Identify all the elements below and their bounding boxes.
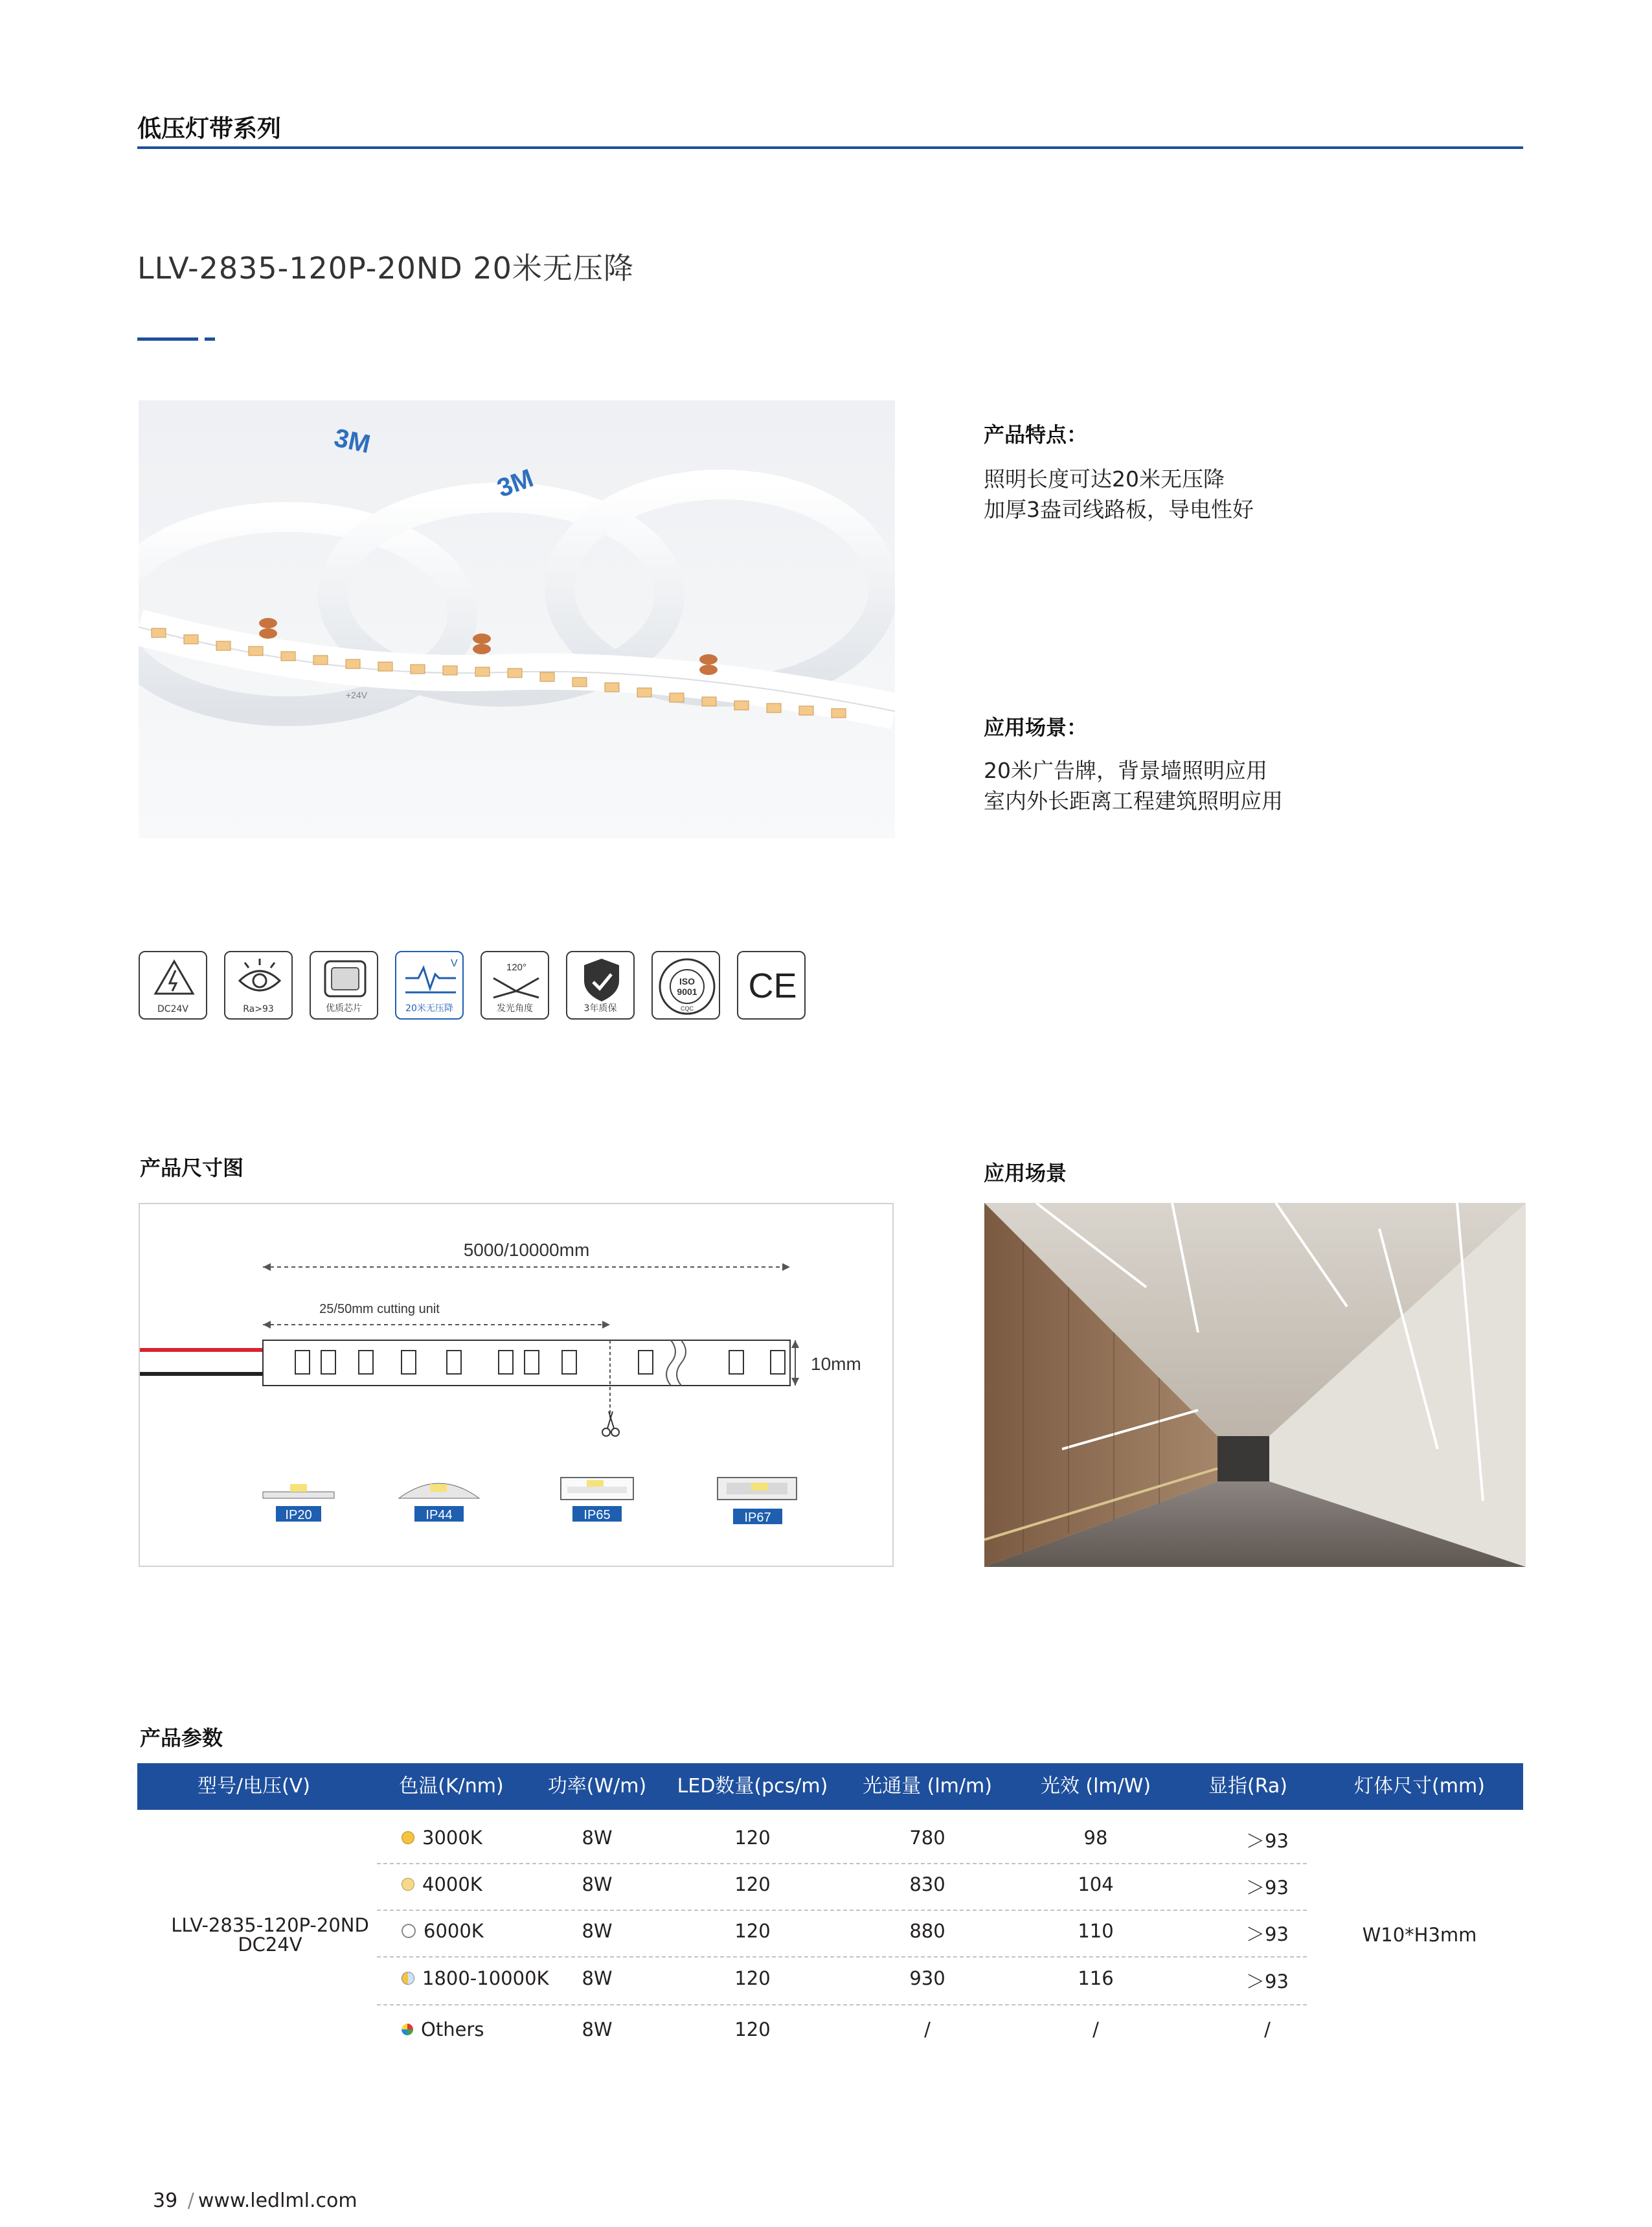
beam-angle-icon: 120° 发光角度	[481, 951, 549, 1020]
power-cell: 8W	[582, 1967, 613, 1989]
footer-website[interactable]: www.ledlml.com	[198, 2189, 357, 2212]
cct-cell: 6000K	[402, 1920, 570, 1942]
power-cell: 8W	[582, 1873, 613, 1895]
voltage-cell: DC24V	[238, 1934, 302, 1956]
cri-cell: /	[1264, 2018, 1271, 2040]
header-rule	[137, 146, 1523, 149]
dimension-title: 产品尺寸图	[140, 1156, 244, 1180]
cri-cell: ＞93	[1246, 1923, 1289, 1945]
efficacy-cell: 104	[1078, 1873, 1114, 1895]
cri-cell: ＞93	[1246, 1830, 1289, 1852]
svg-text:9001: 9001	[677, 987, 697, 997]
ip65-badge: IP65	[583, 1508, 611, 1522]
cutting-unit-label: 25/50mm cutting unit	[319, 1302, 440, 1316]
svg-text:CQC: CQC	[681, 1005, 694, 1012]
warm-dot-icon	[402, 1831, 414, 1844]
tape-logo: 3M	[332, 423, 373, 459]
feature-line: 加厚3盎司线路板，导电性好	[984, 497, 1254, 522]
led-cell: 120	[734, 2018, 771, 2040]
cool-dot-icon	[402, 1924, 416, 1938]
size-cell: W10*H3mm	[1362, 1924, 1477, 1946]
application-line: 室内外长距离工程建筑照明应用	[984, 788, 1283, 814]
title-accent-dot	[205, 337, 215, 341]
scene-title: 应用场景	[984, 1161, 1067, 1185]
led-cell: 120	[734, 1873, 771, 1895]
no-voltage-drop-icon: V 20米无压降	[395, 951, 464, 1020]
efficacy-cell: /	[1092, 2018, 1099, 2040]
dc24v-icon: DC24V	[139, 951, 207, 1020]
dimension-diagram	[139, 1203, 894, 1567]
lumen-cell: 830	[909, 1873, 945, 1895]
application-line: 20米广告牌，背景墙照明应用	[984, 758, 1267, 783]
power-cell: 8W	[582, 1827, 613, 1849]
svg-text:120°: 120°	[506, 962, 527, 973]
applications-list	[984, 755, 1283, 816]
led-cell: 120	[734, 1920, 771, 1942]
cri-cell: ＞93	[1246, 1970, 1289, 1993]
cct-cell: Others	[402, 2018, 570, 2040]
led-cell: 120	[734, 1967, 771, 1989]
ip-profiles	[263, 1478, 797, 1500]
row-divider	[377, 1863, 1307, 1864]
tape-print: +24V	[346, 690, 368, 700]
led-cell: 120	[734, 1827, 771, 1849]
page-number: 39	[153, 2189, 178, 2212]
lumen-cell: /	[924, 2018, 931, 2040]
length-label: 5000/10000mm	[463, 1240, 590, 1260]
power-cell: 8W	[582, 2018, 613, 2040]
row-divider	[377, 2004, 1307, 2005]
product-photo	[139, 400, 895, 838]
col-header: 显指(Ra)	[1208, 1775, 1287, 1798]
features-title: 产品特点：	[984, 422, 1088, 447]
params-table-header	[137, 1763, 1523, 1810]
ip67-badge: IP67	[744, 1511, 771, 1525]
col-header: 光通量 (lm/m)	[863, 1775, 992, 1798]
applications-title: 应用场景：	[984, 715, 1088, 740]
params-title: 产品参数	[140, 1726, 223, 1750]
cct-cell: 1800-10000K	[402, 1967, 583, 1989]
product-title: LLV-2835-120P-20ND 20米无压降	[137, 251, 634, 286]
application-scene-photo	[984, 1203, 1526, 1567]
svg-text:CE: CE	[748, 966, 797, 1005]
col-header: 功率(W/m)	[547, 1775, 647, 1798]
efficacy-cell: 98	[1083, 1827, 1108, 1849]
ce-icon	[737, 951, 806, 1020]
chip-icon: 优质芯片	[310, 951, 378, 1020]
iso9001-icon	[651, 951, 720, 1020]
width-label: 10mm	[811, 1354, 861, 1374]
svg-text:V: V	[451, 958, 458, 969]
cct-cell: 4000K	[402, 1873, 570, 1895]
tape-logo: 3M	[493, 464, 537, 503]
page-footer	[153, 2189, 357, 2212]
feature-line: 照明长度可达20米无压降	[984, 466, 1225, 492]
ip20-badge: IP20	[285, 1508, 312, 1522]
title-accent-bar	[137, 337, 198, 341]
footer-separator: /	[187, 2189, 194, 2212]
col-header: LED数量(pcs/m)	[677, 1775, 828, 1798]
efficacy-cell: 110	[1078, 1920, 1114, 1942]
neutral-dot-icon	[402, 1878, 414, 1891]
power-cell: 8W	[582, 1920, 613, 1942]
rgb-dot-icon	[402, 2024, 413, 2035]
col-header: 色温(K/nm)	[399, 1775, 504, 1798]
svg-text:ISO: ISO	[679, 976, 696, 987]
features-list	[984, 464, 1254, 525]
efficacy-cell: 116	[1078, 1967, 1114, 1989]
lumen-cell: 780	[909, 1827, 945, 1849]
scissors-icon	[602, 1411, 619, 1436]
cct-cell: 3000K	[402, 1827, 570, 1849]
lumen-cell: 930	[909, 1967, 945, 1989]
row-divider	[377, 1956, 1307, 1958]
ip44-badge: IP44	[425, 1508, 453, 1522]
tunable-dot-icon	[402, 1972, 414, 1985]
warranty-shield-icon: 3年质保	[566, 951, 635, 1020]
series-title: 低压灯带系列	[137, 115, 281, 143]
col-header: 灯体尺寸(mm)	[1354, 1775, 1485, 1798]
cri-cell: ＞93	[1246, 1877, 1289, 1899]
model-cell: LLV-2835-120P-20ND	[171, 1914, 369, 1936]
row-divider	[377, 1910, 1307, 1911]
eye-icon: Ra>93	[224, 951, 293, 1020]
col-header: 型号/电压(V)	[197, 1775, 311, 1798]
lumen-cell: 880	[909, 1920, 945, 1942]
col-header: 光效 (lm/W)	[1040, 1775, 1151, 1798]
